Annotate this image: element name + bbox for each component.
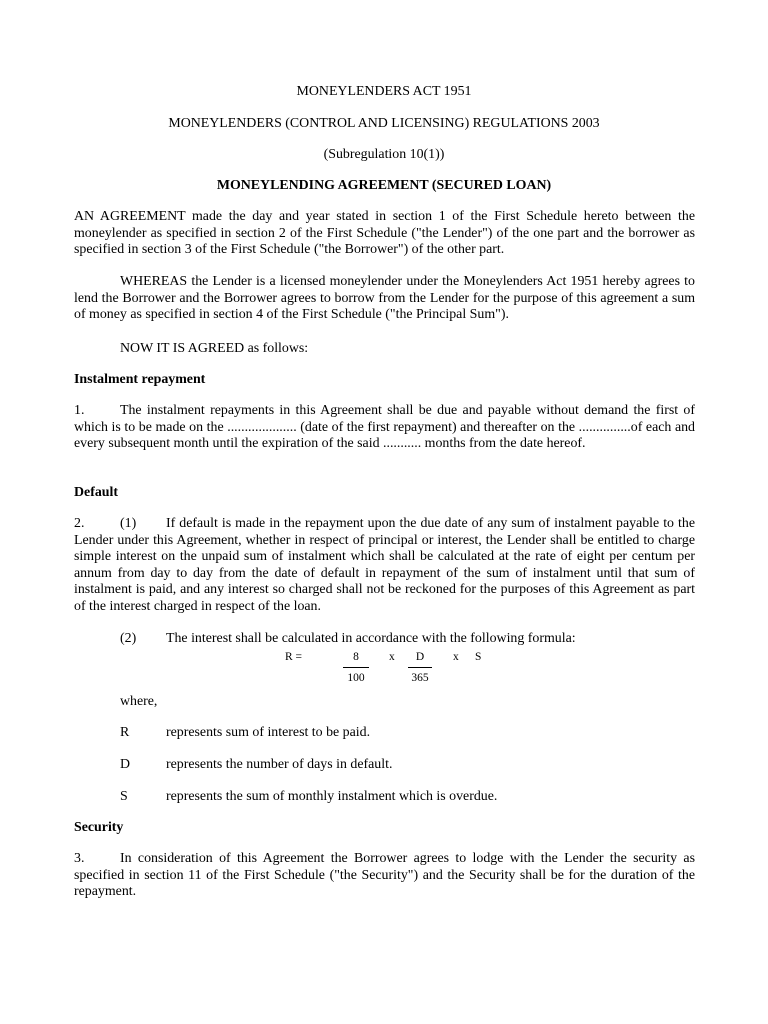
- clause-number: 1.: [74, 403, 85, 418]
- security-clause-text: In consideration of this Agreement the Borrower agrees to lodge with the Lender the security as specified in section 11 of the First Schedule ("the Security") and the Security shall be for the duration of the repayment.: [74, 851, 695, 900]
- default-clause-2-text: The interest shall be calculated in accordance with the following formula:: [166, 631, 576, 646]
- definition-symbol: R: [120, 725, 130, 740]
- formula-times-1: x: [389, 651, 395, 663]
- default-clause-1-text: If default is made in the repayment upon the due date of any sum of instalment payable to the Lender under this Agreement, whether in respect of principal or interest, the Lender shall be entitled to charge simple interest on the unpaid sum of instalment which shall be calculated at the rate of eight per centum per annum from day to day from the date of default in repayment of the sum of instalment until that sum of instalment is paid, and any interest so charged shall not be reckoned for the purposes of this Agreement as part of the interest charged in respect of the loan.: [74, 516, 695, 614]
- where-label: where,: [120, 694, 158, 709]
- definition-meaning: represents the number of days in default.: [166, 757, 393, 772]
- clause-number: 2.: [74, 516, 85, 531]
- instalment-clause: [74, 403, 695, 453]
- instalment-clause-text: The instalment repayments in this Agreement shall be due and payable without demand the first of which is to be made on the .................... (date of the first repayment) and thereafter on the ...............of each and every subsequent month until the expiration of the said ........... months from the date hereof.: [74, 403, 695, 452]
- formula-times-2: x: [453, 651, 459, 663]
- definition-symbol: D: [120, 757, 131, 772]
- formula-denominator-rate: 100: [347, 672, 365, 684]
- formula-denominator-days: 365: [411, 672, 429, 684]
- default-heading: Default: [74, 485, 118, 500]
- clause-number: 3.: [74, 851, 85, 866]
- regulations-title: MONEYLENDERS (CONTROL AND LICENSING) REGULATIONS 2003: [168, 116, 600, 131]
- formula-numerator-rate: 8: [353, 651, 359, 663]
- subclause-label: (1): [120, 516, 137, 531]
- subregulation-reference: (Subregulation 10(1)): [323, 147, 445, 162]
- definition-meaning: represents the sum of monthly instalment which is overdue.: [166, 789, 498, 804]
- formula-numerator-days: D: [415, 651, 425, 663]
- default-clause-1: [74, 516, 695, 616]
- formula-sum: S: [475, 651, 482, 663]
- instalment-heading: Instalment repayment: [74, 372, 206, 387]
- intro-paragraph: AN AGREEMENT made the day and year stated in section 1 of the First Schedule hereto between the moneylender as specified in section 2 of the First Schedule ("the Lender") of the one part and the borrower as specified in section 3 of the First Schedule ("the Borrower") of the other part.: [74, 209, 695, 258]
- security-heading: Security: [74, 820, 124, 835]
- definition-meaning: represents sum of interest to be paid.: [166, 725, 371, 740]
- default-clause-2-label: (2): [120, 631, 137, 646]
- agreement-title: MONEYLENDING AGREEMENT (SECURED LOAN): [216, 178, 552, 193]
- agreed-line: NOW IT IS AGREED as follows:: [120, 341, 309, 356]
- formula-lhs: R =: [285, 651, 303, 663]
- security-clause: [74, 851, 695, 901]
- act-title: MONEYLENDERS ACT 1951: [296, 84, 472, 99]
- fraction-bar: [408, 667, 432, 668]
- definition-symbol: S: [120, 789, 128, 804]
- whereas-paragraph: WHEREAS the Lender is a licensed moneylender under the Moneylenders Act 1951 hereby agrees to lend the Borrower and the Borrower agrees to borrow from the Lender for the purpose of this agreement a sum of money as specified in section 4 of the First Schedule ("the Principal Sum").: [74, 274, 695, 323]
- fraction-bar: [343, 667, 369, 668]
